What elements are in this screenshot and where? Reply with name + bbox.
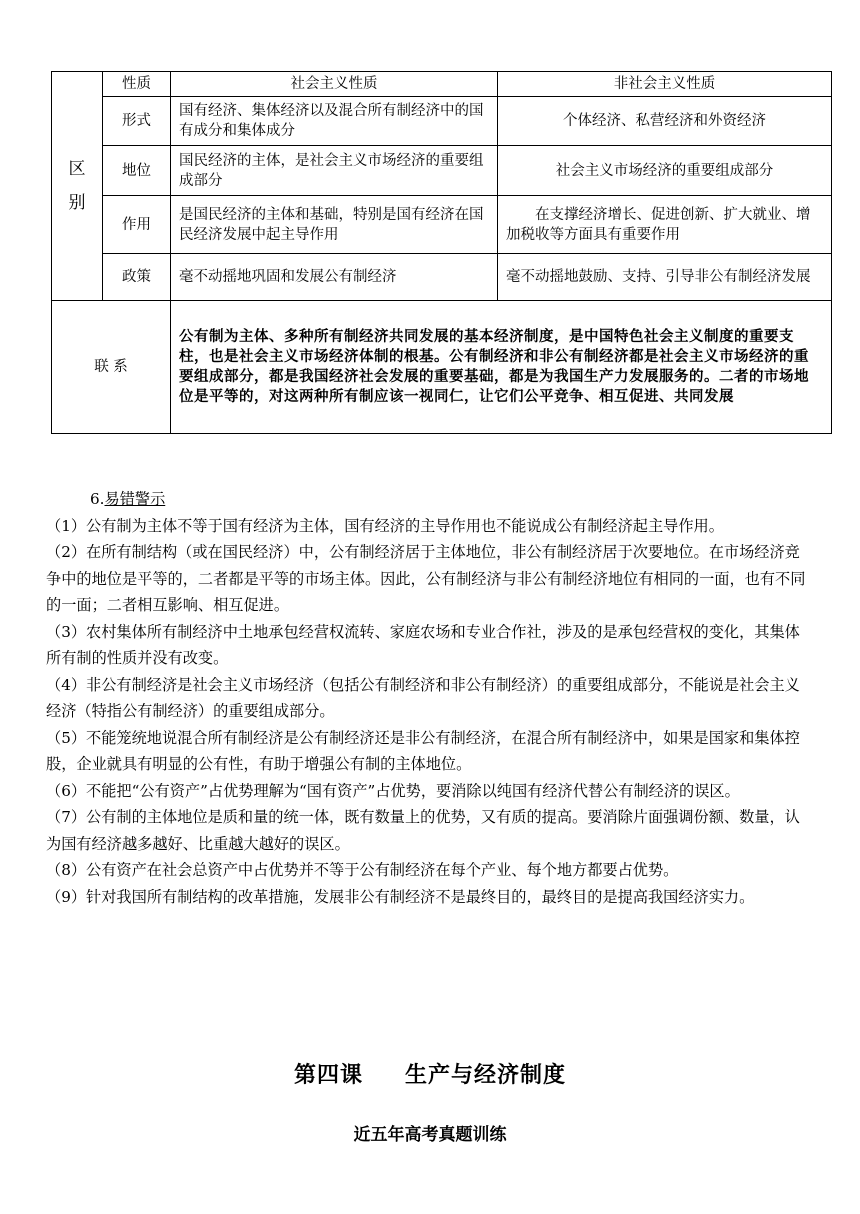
warning-item-4: （4）非公有制经济是社会主义市场经济（包括公有制经济和非公有制经济）的重要组成部分，不能说是社会主义经济（特指公有制经济）的重要组成部分。 (46, 675, 800, 720)
header-nature: 性质 (103, 72, 171, 97)
warning-item-7: （7）公有制的主体地位是质和量的统一体，既有数量上的优势，又有质的提高。要消除片面强调份额、数量，认为国有经济越多越好、比重越大越好的误区。 (46, 808, 800, 853)
lesson-title (0, 1058, 860, 1089)
lesson-number: 第四课 (293, 1062, 363, 1088)
table-row (52, 146, 832, 196)
non-socialist-cell: 毫不动摇地鼓励、支持、引导非公有制经济发展 (498, 254, 832, 301)
comparison-table (51, 71, 832, 434)
section-title (46, 486, 806, 513)
socialist-cell: 毫不动摇地巩固和发展公有制经济 (171, 254, 498, 301)
table-header-row (52, 72, 832, 97)
qubie-char-2: 别 (68, 193, 86, 213)
warning-item-2: （2）在所有制结构（或在国民经济）中，公有制经济居于主体地位，非公有制经济居于次要地位。在市场经济竞争中的地位是平等的，二者都是平等的市场主体。因此，公有制经济与非公有制经济地位有相同的一面，也有不同的一面；二者相互影响、相互促进。 (46, 543, 806, 614)
row-label: 政策 (103, 254, 171, 301)
non-socialist-cell: 社会主义市场经济的重要组成部分 (498, 146, 832, 196)
row-label: 形式 (103, 97, 171, 146)
row-label: 作用 (103, 196, 171, 254)
lianxi-label: 联 系 (52, 301, 171, 434)
subtitle: 近五年高考真题训练 (353, 1125, 507, 1145)
warning-item-8: （8）公有资产在社会总资产中占优势并不等于公有制经济在每个产业、每个地方都要占优势。 (46, 861, 679, 879)
socialist-cell: 国有经济、集体经济以及混合所有制经济中的国有成分和集体成分 (171, 97, 498, 146)
lianxi-text: 公有制为主体、多种所有制经济共同发展的基本经济制度，是中国特色社会主义制度的重要支柱，也是社会主义市场经济体制的根基。公有制经济和非公有制经济都是社会主义市场经济的重要组成部分，都是我国经济社会发展的重要基础，都是为我国生产力发展服务的。二者的市场地位是平等的，对这两种所有制应该一视同仁，让它们公平竞争、相互促进、共同发展 (171, 301, 832, 434)
warning-item-9: （9）针对我国所有制结构的改革措施，发展非公有制经济不是最终目的，最终目的是提高我国经济实力。 (46, 887, 755, 906)
non-socialist-cell: 在支撑经济增长、促进创新、扩大就业、增加税收等方面具有重要作用 (498, 196, 832, 254)
qubie-char-1: 区 (68, 159, 86, 179)
warning-item-1: （1）公有制为主体不等于国有经济为主体，国有经济的主导作用也不能说成公有制经济起主导作用。 (46, 516, 724, 535)
table-row (52, 97, 832, 146)
socialist-cell: 是国民经济的主体和基础，特别是国有经济在国民经济发展中起主导作用 (171, 196, 498, 254)
warning-item-5: （5）不能笼统地说混合所有制经济是公有制经济还是非公有制经济，在混合所有制经济中，如果是国家和集体控股，企业就具有明显的公有性，有助于增强公有制的主体地位。 (46, 728, 800, 773)
lesson-name: 生产与经济制度 (405, 1062, 567, 1088)
header-non-socialist: 非社会主义性质 (498, 72, 832, 97)
qubie-cell (52, 72, 103, 301)
row-label: 地位 (103, 146, 171, 196)
table-row (52, 196, 832, 254)
warning-item-3: （3）农村集体所有制经济中土地承包经营权流转、家庭农场和专业合作社，涉及的是承包经营权的变化，其集体所有制的性质并没有改变。 (46, 622, 800, 667)
error-warning-section (46, 486, 806, 910)
table-row (52, 254, 832, 301)
socialist-cell: 国民经济的主体，是社会主义市场经济的重要组成部分 (171, 146, 498, 196)
non-socialist-cell: 个体经济、私营经济和外资经济 (498, 97, 832, 146)
header-socialist: 社会主义性质 (171, 72, 498, 97)
section-title-text: 易错警示 (104, 490, 166, 508)
section-number: 6. (90, 490, 105, 508)
warning-item-6: （6）不能把“公有资产”占优势理解为“国有资产”占优势，要消除以纯国有经济代替公有制经济的误区。 (46, 781, 740, 800)
lianxi-row (52, 301, 832, 434)
